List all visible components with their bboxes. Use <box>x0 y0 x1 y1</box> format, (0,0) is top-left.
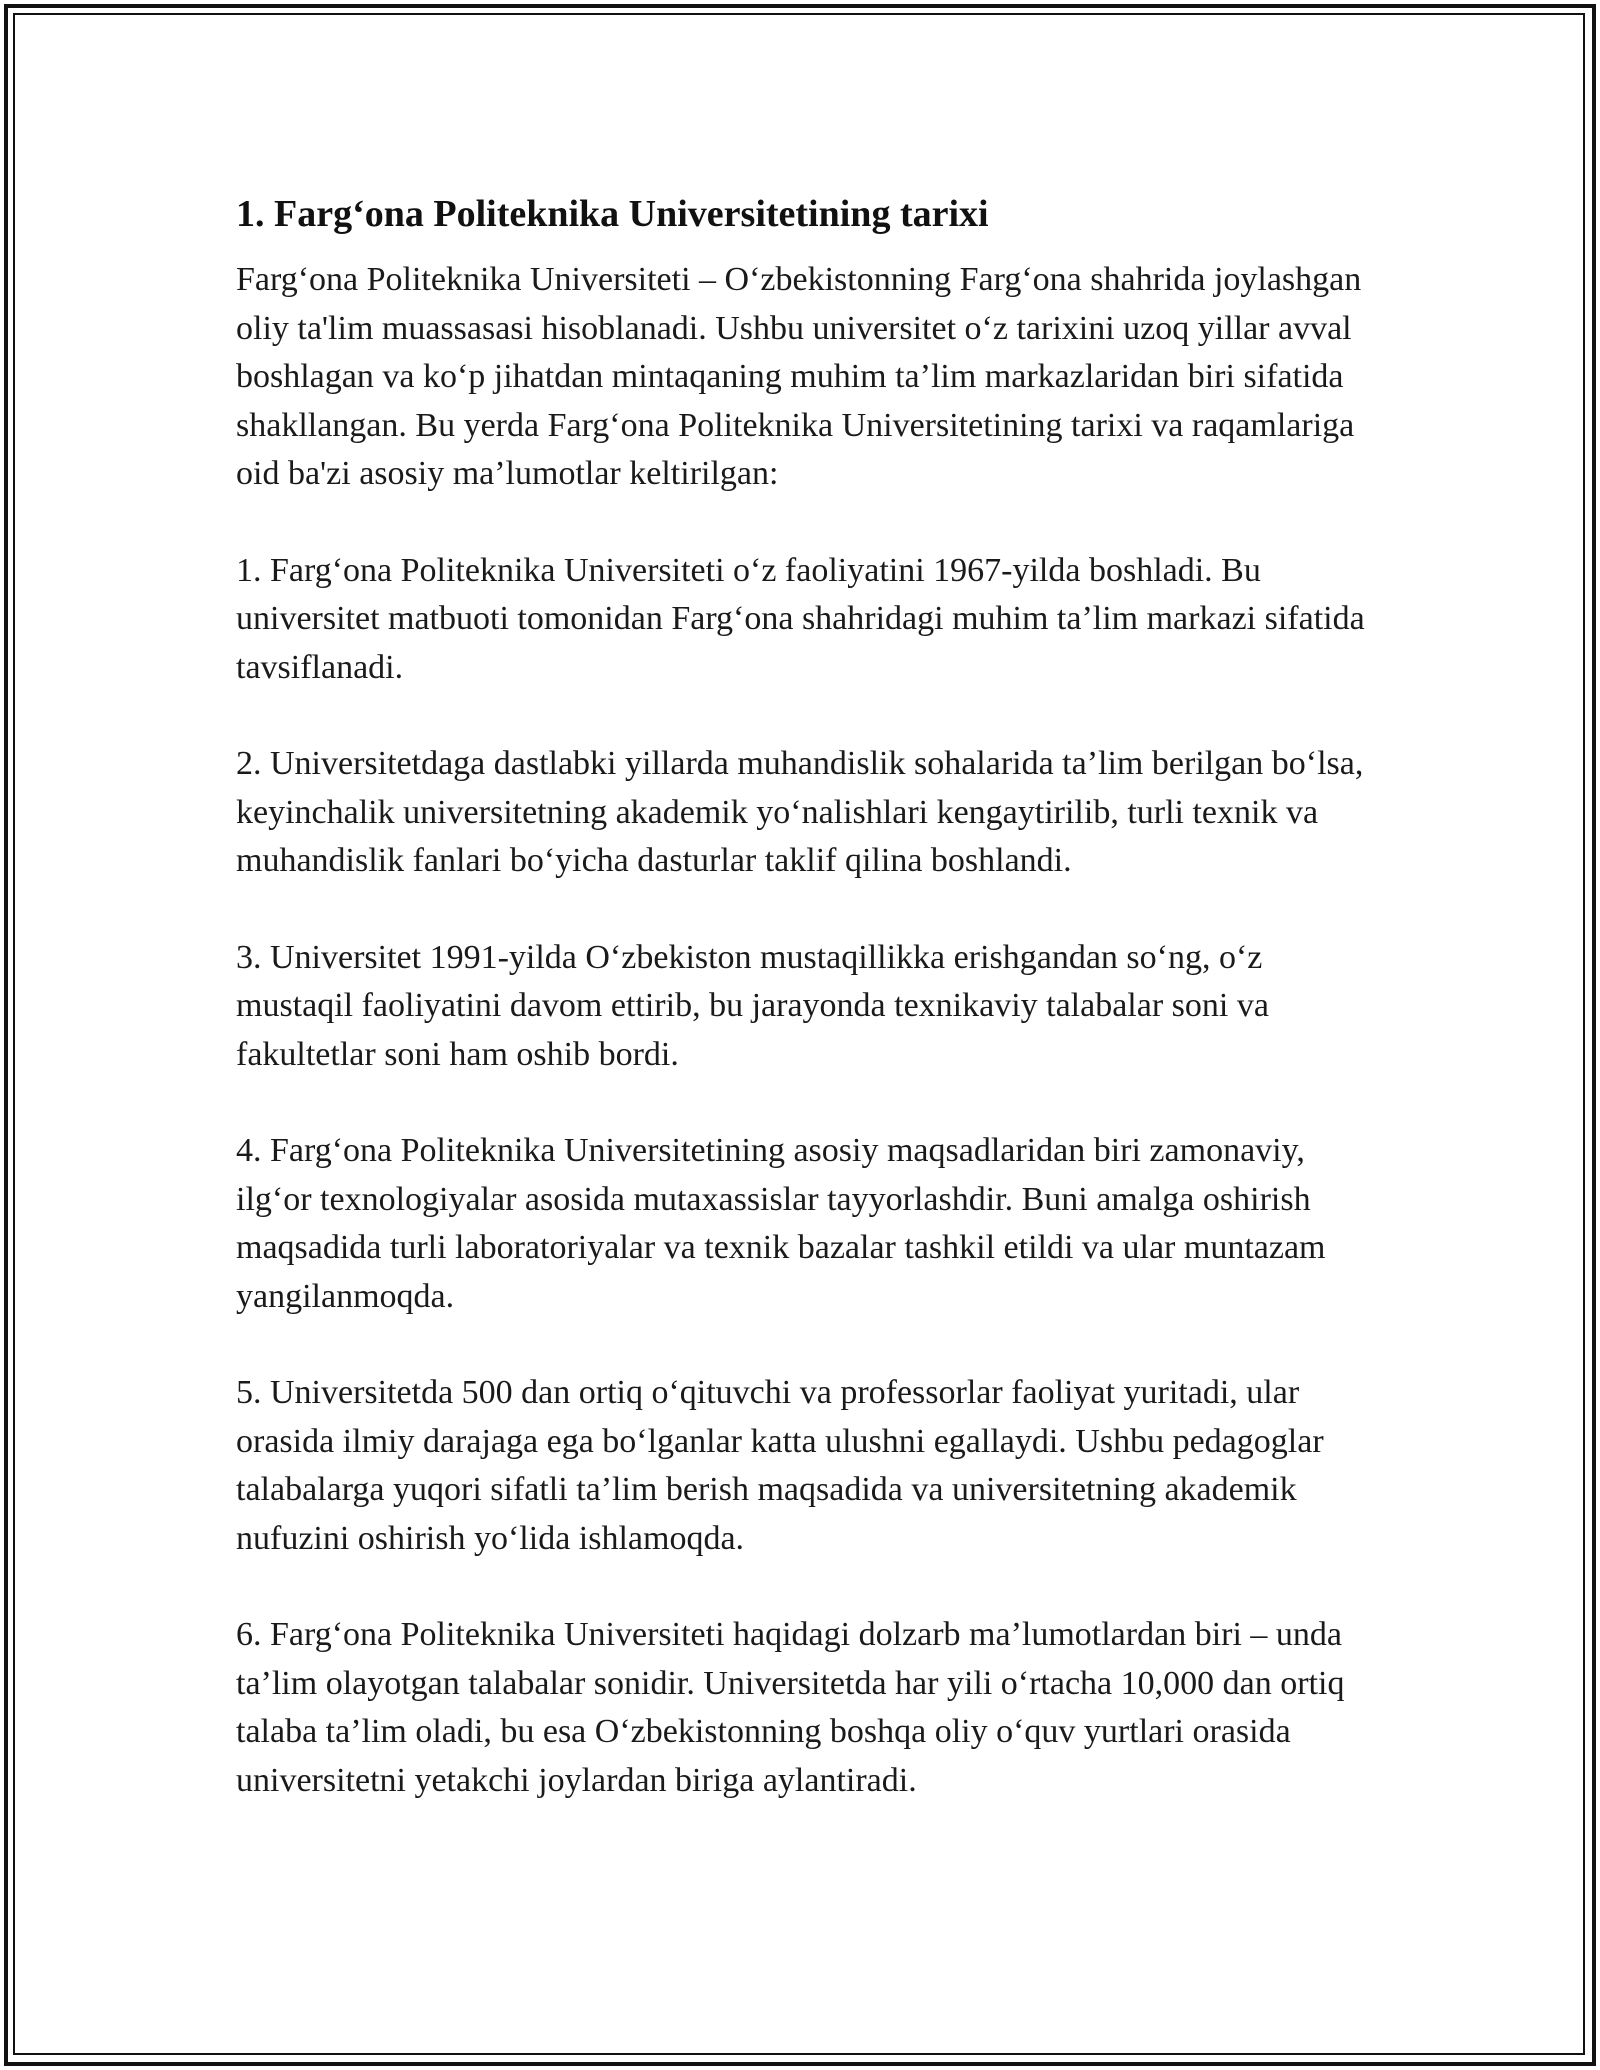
list-item-2: 2. Universitetdaga dastlabki yillarda muhandislik sohalarida ta’lim berilgan bo‘lsa, keyinchalik universitetning akademik yo‘nalishlari kengaytirilib, turli texnik va muhandislik fanlari bo‘yicha dasturlar taklif qilina boshlandi. <box>236 745 1364 879</box>
list-item-4: 4. Farg‘ona Politeknika Universitetining asosiy maqsadlaridan biri zamonaviy, ilg‘or texnologiyalar asosida mutaxassislar tayyorlashdir. Buni amalga oshirish maqsadida turli laboratoriyalar va texnik bazalar tashkil etildi va ular muntazam yangilanmoqda. <box>236 1132 1326 1315</box>
list-item-5: 5. Universitetda 500 dan ortiq o‘qituvchi va professorlar faoliyat yuritadi, ular orasida ilmiy darajaga ega bo‘lganlar katta ulushni egallaydi. Ushbu pedagoglar talabalarga yuqori sifatli ta’lim berish maqsadida va universitetning akademik nufuzini oshirish yo‘lida ishlamoqda. <box>236 1374 1324 1557</box>
list-item-3: 3. Universitet 1991-yilda O‘zbekiston mustaqillikka erishgandan so‘ng, o‘z mustaqil faoliyatini davom ettirib, bu jarayonda texnikaviy talabalar soni va fakultetlar soni ham oshib bordi. <box>236 938 1269 1073</box>
intro-paragraph: Farg‘ona Politeknika Universiteti – O‘zbekistonning Farg‘ona shahrida joylashgan oliy ta'lim muassasasi hisoblanadi. Ushbu universitet o‘z tarixini uzoq yillar avval boshlagan va ko‘p jihatdan mintaqaning muhim ta’lim markazlaridan biri sifatida shakllangan. Bu yerda Farg‘ona Politeknika Universitetining tarixi va raqamlariga oid ba'zi asosiy ma’lumotlar keltirilgan: <box>236 261 1362 492</box>
document-title: 1. Farg‘ona Politeknika Universitetining tarixi <box>236 193 989 235</box>
list-item-1: 1. Farg‘ona Politeknika Universiteti o‘z faoliyatini 1967-yilda boshladi. Bu universitet matbuoti tomonidan Farg‘ona shahridagi muhim ta’lim markazi sifatida tavsiflanadi. <box>236 551 1365 686</box>
document-body <box>236 184 1376 1805</box>
list-item-6: 6. Farg‘ona Politeknika Universiteti haqidagi dolzarb ma’lumotlardan biri – unda ta’lim olayotgan talabalar sonidir. Universitetda har yili o‘rtacha 10,000 dan ortiq talaba ta’lim oladi, bu esa O‘zbekistonning boshqa oliy o‘quv yurtlari orasida universitetni yetakchi joylardan biriga aylantiradi. <box>236 1616 1345 1799</box>
